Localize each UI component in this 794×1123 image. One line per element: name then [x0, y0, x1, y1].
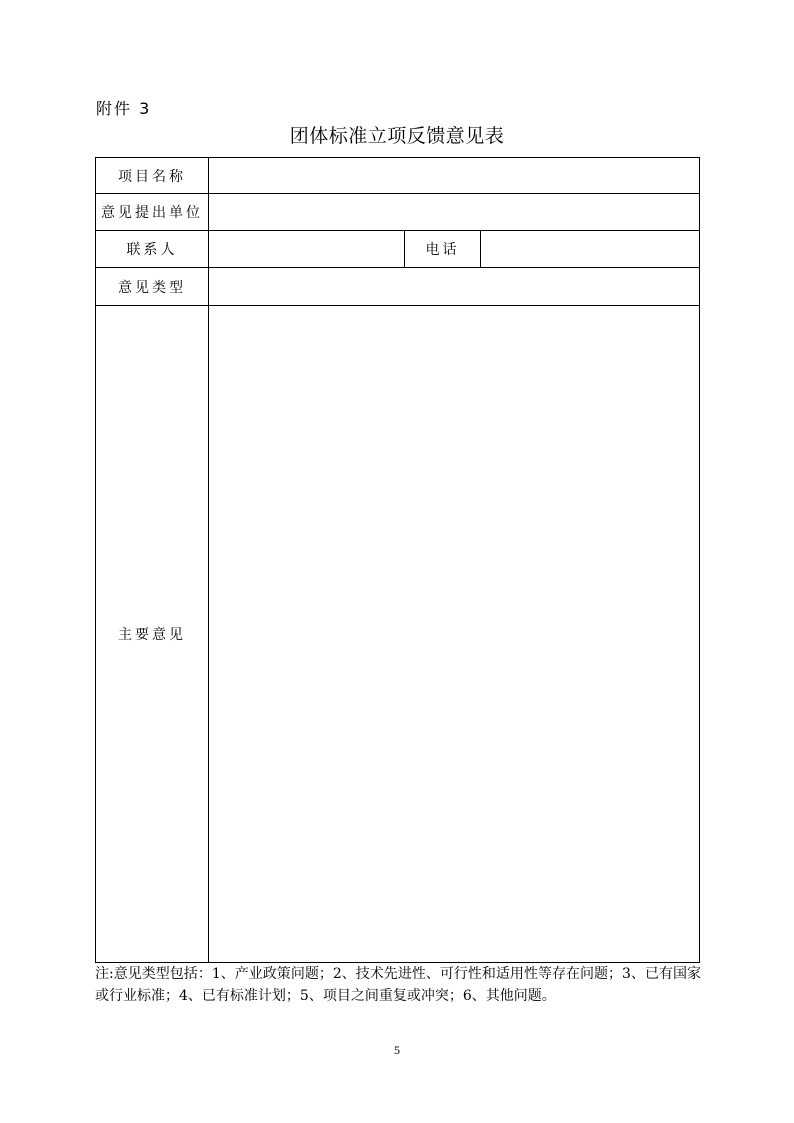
- page-number: 5: [394, 1043, 400, 1057]
- opinion-type-row: [96, 268, 700, 306]
- opinion-type-label: 意见类型: [96, 268, 209, 306]
- contact-label: 联系人: [96, 231, 209, 268]
- main-opinion-label: 主要意见: [96, 306, 209, 963]
- main-opinion-field[interactable]: [209, 306, 700, 963]
- contact-field[interactable]: [209, 231, 405, 268]
- phone-label: 电话: [405, 231, 481, 268]
- submitting-unit-label: 意见提出单位: [96, 194, 209, 231]
- feedback-form-table: [95, 157, 700, 963]
- attachment-label: 附件 3: [96, 99, 152, 118]
- project-name-field[interactable]: [209, 158, 700, 194]
- project-name-label: 项目名称: [96, 158, 209, 194]
- submitting-unit-field[interactable]: [209, 194, 700, 231]
- submitting-unit-row: [96, 194, 700, 231]
- footnote: 注:意见类型包括：1、产业政策问题；2、技术先进性、可行性和适用性等存在问题；3、已有国家或行业标准；4、已有标准计划；5、项目之间重复或冲突；6、其他问题。: [95, 966, 701, 1004]
- page-title: 团体标准立项反馈意见表: [289, 125, 505, 147]
- contact-row: [96, 231, 700, 268]
- project-name-row: [96, 158, 700, 194]
- opinion-type-field[interactable]: [209, 268, 700, 306]
- main-opinion-row: [96, 306, 700, 963]
- phone-field[interactable]: [481, 231, 700, 268]
